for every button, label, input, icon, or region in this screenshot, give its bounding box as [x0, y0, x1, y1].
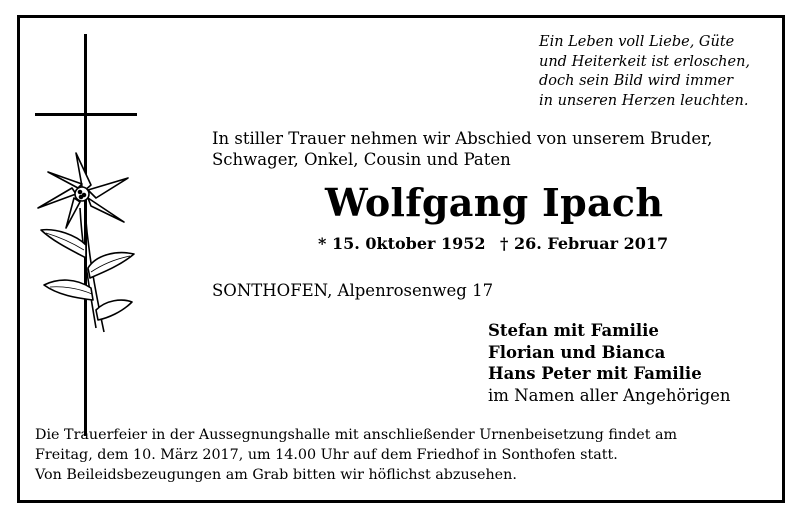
birth-date: * 15. 0ktober 1952	[318, 234, 486, 253]
intro-text	[212, 128, 712, 170]
intro-line: In stiller Trauer nehmen wir Abschied von unserem Bruder,	[212, 129, 713, 148]
address: SONTHOFEN, Alpenrosenweg 17	[212, 281, 494, 300]
mourner-name: Florian und Bianca	[488, 342, 666, 362]
poem-line: doch sein Bild wird immer	[539, 73, 734, 89]
condolences-note: Von Beileidsbezeugungen am Grab bitten wir höflichst abzusehen.	[35, 467, 517, 483]
mourners-closing: im Namen aller Angehörigen	[488, 385, 731, 405]
mourner-name: Stefan mit Familie	[488, 321, 659, 340]
poem-line: Ein Leben voll Liebe, Güte	[539, 34, 735, 50]
service-line: Die Trauerfeier in der Aussegnungshalle mit anschließender Urnenbeisetzung findet am	[35, 427, 678, 443]
service-line: Freitag, dem 10. März 2017, um 14.00 Uhr auf dem Friedhof in Sonthofen statt.	[35, 447, 618, 463]
intro-line: Schwager, Onkel, Cousin und Paten	[212, 150, 511, 169]
edelweiss-icon	[36, 150, 136, 335]
mourners-list	[488, 320, 731, 406]
cross-arm	[35, 113, 137, 116]
deceased-name: Wolfgang Ipach	[325, 180, 664, 225]
death-date: † 26. Februar 2017	[500, 234, 669, 253]
mourner-name: Hans Peter mit Familie	[488, 364, 702, 383]
service-notice	[35, 425, 767, 465]
poem-line: in unseren Herzen leuchten.	[539, 92, 749, 109]
poem-line: und Heiterkeit ist erloschen,	[539, 53, 751, 70]
memorial-poem	[539, 33, 750, 111]
